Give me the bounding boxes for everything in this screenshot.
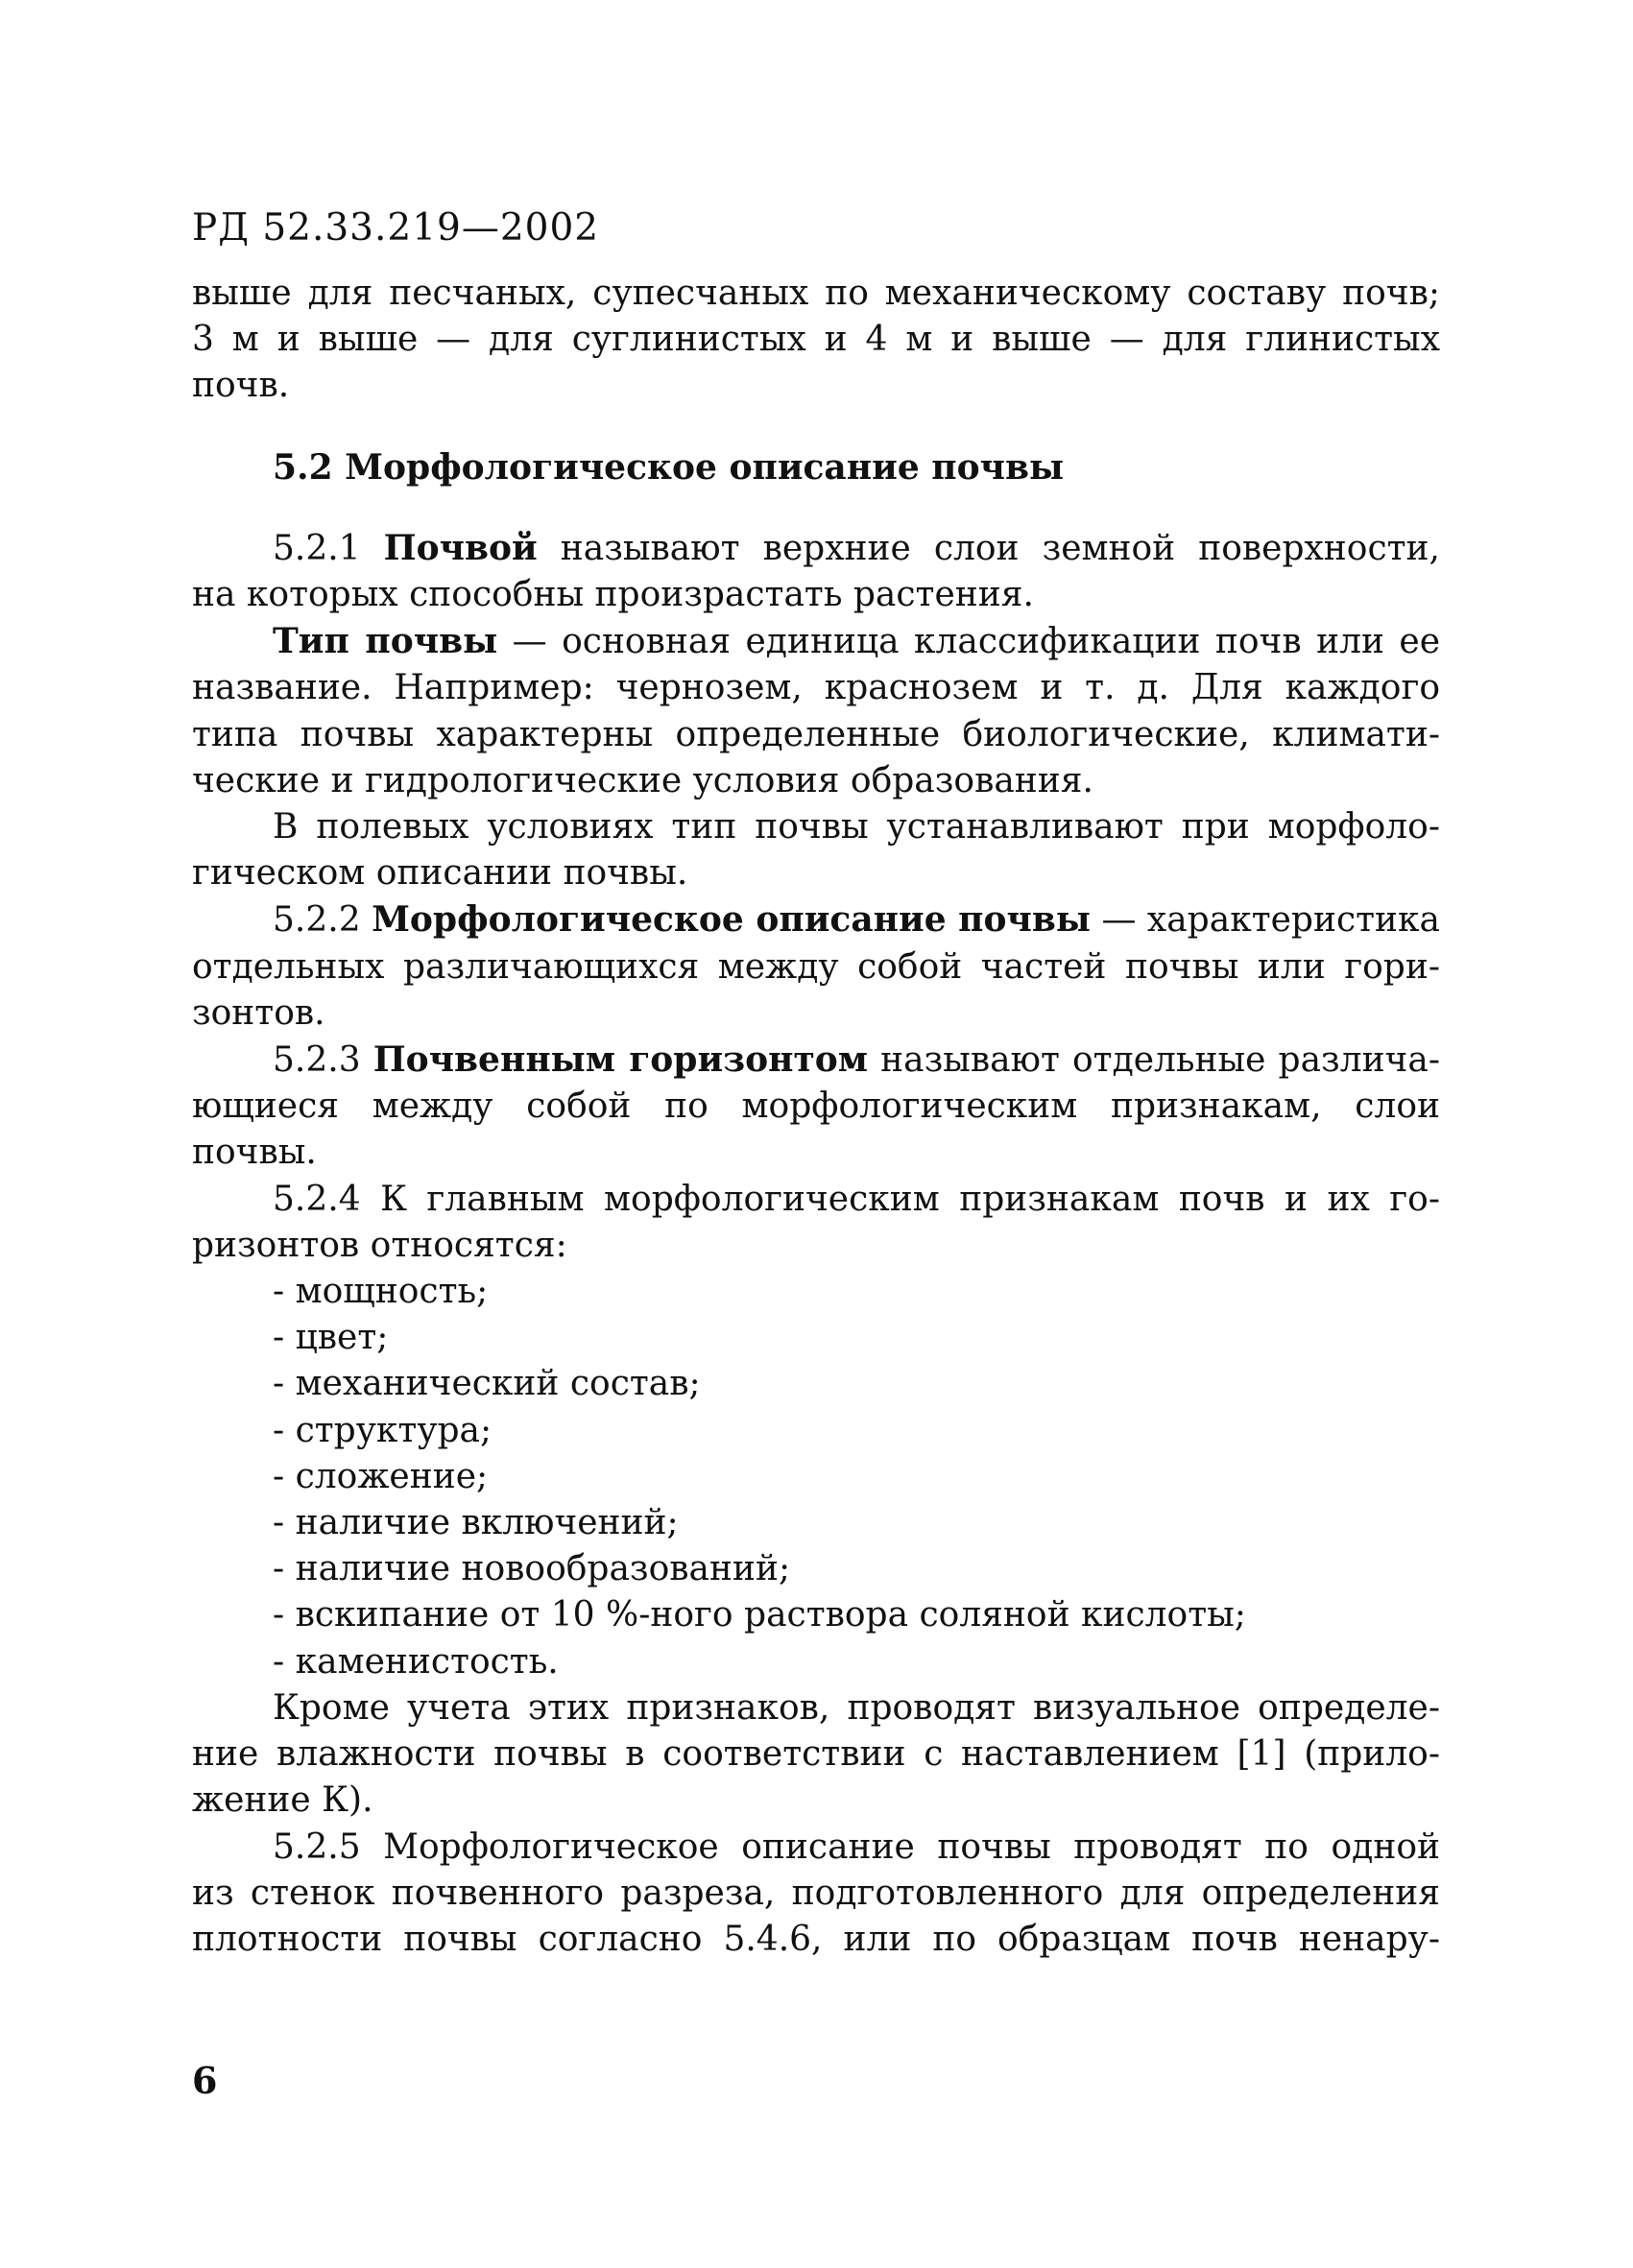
text-line	[192, 1037, 1440, 1084]
text-line	[192, 896, 1440, 943]
defined-term: Почвой	[383, 527, 538, 568]
paragraph-5-2-5	[192, 1825, 1440, 1964]
list-item: - наличие новообразований;	[273, 1549, 791, 1589]
defined-term: Морфологическое описание почвы	[372, 899, 1091, 941]
list-item: - сложение;	[273, 1456, 489, 1496]
page-number: 6	[192, 2059, 218, 2102]
list-item: - мощность;	[273, 1272, 489, 1312]
text-line: ческие и гидрологические условия образования.	[192, 760, 1093, 800]
list-item: - механический состав;	[273, 1364, 701, 1404]
text-line: ризонтов относятся:	[192, 1225, 567, 1265]
list-item: - вскипание от 10 %-ного раствора соляной кислоты;	[273, 1595, 1246, 1635]
section-heading: 5.2 Морфологическое описание почвы	[273, 446, 1065, 488]
list-item: - каменистость.	[273, 1641, 559, 1682]
paragraph-field-conditions	[192, 804, 1440, 896]
paragraph-soil-type	[192, 618, 1440, 804]
intro-paragraph	[192, 271, 1440, 410]
text-line: на которых способны произрастать растения.	[192, 575, 1034, 615]
text-line: типа почвы характерны определенные биологические, климати-	[192, 714, 1440, 754]
defined-term: Почвенным горизонтом	[372, 1039, 869, 1081]
text-line	[192, 525, 1440, 572]
text-fragment: называют верхние слои земной поверхности,	[537, 528, 1440, 568]
list-item: - цвет;	[273, 1318, 389, 1358]
text-fragment: — характеристика	[1091, 900, 1440, 941]
text-line: ние влажности почвы в соответствии с наставлением [1] (прило-	[192, 1734, 1440, 1775]
clause-number: 5.2.1	[273, 528, 384, 568]
text-line: зонтов.	[192, 992, 325, 1033]
paragraph-5-2-1	[192, 525, 1440, 618]
text-line: плотности почвы согласно 5.4.6, или по образцам почв ненару-	[192, 1919, 1440, 1959]
text-line: ющиеся между собой по морфологическим признакам, слои почвы.	[192, 1086, 1440, 1173]
text-line	[192, 618, 1440, 665]
text-line: название. Например: чернозем, краснозем и т. д. Для каждого	[192, 668, 1440, 708]
text-line: 5.2.5 Морфологическое описание почвы проводят по одной	[273, 1826, 1440, 1867]
text-fragment: — основная единица классификации почв или ее	[497, 622, 1440, 662]
paragraph-5-2-4	[192, 1177, 1440, 1269]
text-line: Кроме учета этих признаков, проводят визуальное определе-	[273, 1687, 1440, 1728]
text-line: выше для песчаных, супесчаных по механическому составу почв;	[192, 274, 1440, 313]
paragraph-5-2-3	[192, 1037, 1440, 1177]
defined-term: Тип почвы	[273, 621, 498, 662]
clause-number: 5.2.3	[273, 1040, 373, 1081]
text-line: В полевых условиях тип почвы устанавливают при морфоло-	[273, 807, 1440, 848]
text-line: гическом описании почвы.	[192, 853, 688, 894]
document-code-header: РД 52.33.219—2002	[192, 206, 600, 250]
text-line: 5.2.4 К главным морфологическим признакам почв и их го-	[273, 1179, 1440, 1219]
list-item: - структура;	[273, 1410, 492, 1450]
text-line: жение К).	[192, 1780, 373, 1821]
page-body	[192, 271, 1440, 1963]
text-line: отдельных различающихся между собой частей почвы или гори-	[192, 946, 1440, 987]
feature-list	[192, 1269, 1440, 1685]
text-fragment: называют отдельные различа-	[868, 1040, 1440, 1081]
text-line: 3 м и выше — для суглинистых и 4 м и выше — для глинистых	[192, 320, 1440, 360]
paragraph-5-2-2	[192, 896, 1440, 1037]
list-item: - наличие включений;	[273, 1503, 679, 1543]
text-line: почв.	[192, 366, 290, 406]
clause-number: 5.2.2	[273, 900, 372, 941]
text-line: из стенок почвенного разреза, подготовленного для определения	[192, 1873, 1440, 1913]
paragraph-moisture	[192, 1685, 1440, 1825]
